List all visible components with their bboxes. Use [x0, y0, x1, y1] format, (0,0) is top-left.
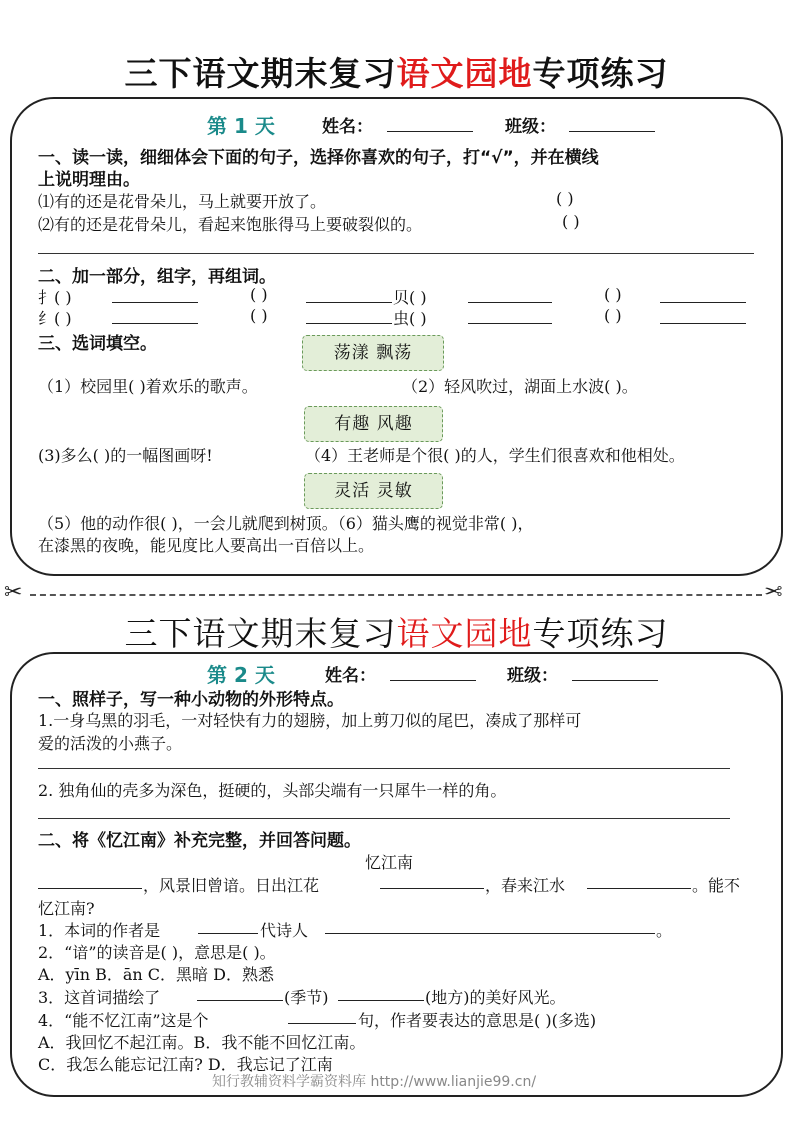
word-blank[interactable] — [112, 305, 198, 324]
poem-line-1b: ，春来江水 — [485, 876, 566, 895]
section2-heading: 二、加一部分，组字，再组词。 — [38, 267, 276, 287]
word-choice-box-3: 灵活 灵敏 — [304, 473, 443, 509]
example-1: 1.一身乌黑的羽毛，一对轻快有力的翅膀，加上剪刀似的尾巴，凑成了那样可 — [38, 711, 582, 730]
section1-heading-cont: 上说明理由。 — [38, 170, 140, 190]
radical-cell[interactable]: 扌( ) — [38, 288, 72, 307]
answer-line[interactable] — [38, 768, 730, 769]
poem-blank[interactable] — [38, 870, 142, 889]
day-label: 第 2 天 — [207, 663, 275, 687]
option-sentence-2: ⑵有的还是花骨朵儿，看起来饱胀得马上要破裂似的。 — [38, 215, 423, 234]
question-3: 3．这首词描绘了 — [38, 988, 161, 1007]
scissors-icon: ✂ — [764, 580, 783, 605]
fill-question-1: （1）校园里( )着欢乐的歌声。 — [38, 377, 258, 396]
example-2: 2. 独角仙的壳多为深色，挺硬的，头部尖端有一只犀牛一样的角。 — [38, 781, 507, 800]
section1-heading: 一、读一读，细细体会下面的句子，选择你喜欢的句子，打“√”，并在横线 — [38, 148, 599, 168]
word-blank[interactable] — [306, 305, 392, 324]
radical-cell[interactable]: 虫( ) — [393, 309, 427, 328]
name-label: 姓名： — [325, 666, 376, 686]
radical-cell[interactable]: ( ) — [250, 306, 268, 325]
radical-cell[interactable]: ( ) — [604, 285, 622, 304]
radical-cell[interactable]: 纟( ) — [38, 309, 72, 328]
answer-blank[interactable] — [325, 915, 655, 934]
class-label: 班级： — [505, 117, 556, 137]
fill-question-3: (3)多么( )的一幅图画呀! — [38, 446, 213, 465]
poem-blank[interactable] — [587, 870, 691, 889]
fill-question-5-6: （5）他的动作很( )，一会儿就爬到树顶。（6）猫头鹰的视觉非常( )， — [38, 514, 534, 533]
poem-line-1: ，风景旧曾谙。日出江花 — [143, 876, 320, 895]
word-blank[interactable] — [660, 284, 746, 303]
word-blank[interactable] — [660, 305, 746, 324]
word-blank[interactable] — [468, 305, 552, 324]
check-paren-2[interactable]: ( ) — [562, 212, 580, 231]
cut-line — [30, 594, 762, 596]
question-3b: (季节) — [284, 988, 329, 1007]
question-2: 2．“谙”的读音是( )，意思是( )。 — [38, 943, 276, 962]
word-blank[interactable] — [468, 284, 552, 303]
class-label: 班级： — [507, 666, 558, 686]
fill-question-4: （4）王老师是个很( )的人，学生们很喜欢和他相处。 — [305, 446, 685, 465]
answer-blank[interactable] — [288, 1005, 356, 1024]
poem-title: 忆江南 — [365, 853, 414, 872]
class-blank[interactable] — [569, 113, 655, 132]
poem-blank[interactable] — [380, 870, 484, 889]
sheet2-title: 三下语文期末复习语文园地专项练习 — [124, 614, 669, 653]
name-blank[interactable] — [387, 113, 473, 132]
section1-heading: 一、照样子，写一种小动物的外形特点。 — [38, 690, 344, 710]
name-blank[interactable] — [390, 662, 476, 681]
check-paren-1[interactable]: ( ) — [556, 189, 574, 208]
answer-blank[interactable] — [197, 982, 283, 1001]
word-blank[interactable] — [306, 284, 392, 303]
example-1-cont: 爱的活泼的小燕子。 — [38, 734, 183, 753]
fill-question-2: （2）轻风吹过，湖面上水波( )。 — [402, 377, 638, 396]
scissors-icon: ✂ — [4, 580, 23, 605]
name-label: 姓名： — [322, 117, 373, 137]
question-3c: (地方)的美好风光。 — [425, 988, 566, 1007]
question-4b: 句，作者要表达的意思是( )(多选) — [358, 1011, 597, 1030]
word-choice-box-2: 有趣 风趣 — [304, 406, 443, 442]
word-blank[interactable] — [112, 284, 198, 303]
poem-line-1c: 。能不 — [692, 876, 741, 895]
watermark-footer: 知行教辅资料学霸资料库 http://www.lianjie99.cn/ — [212, 1074, 537, 1090]
question-1: 1．本词的作者是 — [38, 921, 161, 940]
sheet1-title: 三下语文期末复习语文园地专项练习 — [124, 54, 669, 93]
question-1c: 。 — [656, 921, 673, 940]
question-4-options-ab: A．我回忆不起江南。B．我不能不回忆江南。 — [38, 1033, 366, 1052]
section3-heading: 三、选词填空。 — [38, 334, 157, 354]
word-choice-box-1: 荡漾 飘荡 — [302, 335, 444, 371]
fill-question-6-cont: 在漆黑的夜晚，能见度比人要高出一百倍以上。 — [38, 536, 375, 555]
section2-heading: 二、将《忆江南》补充完整，并回答问题。 — [38, 831, 361, 851]
question-4: 4．“能不忆江南”这是个 — [38, 1011, 209, 1030]
question-4-options-cd: C．我怎么能忘记江南? D．我忘记了江南 — [38, 1055, 333, 1074]
reason-line[interactable] — [38, 253, 754, 254]
answer-blank[interactable] — [198, 915, 258, 934]
radical-cell[interactable]: ( ) — [604, 306, 622, 325]
poem-line-2: 忆江南? — [38, 899, 95, 918]
radical-cell[interactable]: 贝( ) — [393, 288, 427, 307]
question-2-options: A．yīn B．ān C．黑暗 D．熟悉 — [38, 965, 274, 984]
class-blank[interactable] — [572, 662, 658, 681]
answer-line[interactable] — [38, 818, 730, 819]
question-1b: 代诗人 — [260, 921, 309, 940]
day-label: 第 1 天 — [207, 114, 275, 138]
answer-blank[interactable] — [338, 982, 424, 1001]
option-sentence-1: ⑴有的还是花骨朵儿，马上就要开放了。 — [38, 192, 327, 211]
radical-cell[interactable]: ( ) — [250, 285, 268, 304]
